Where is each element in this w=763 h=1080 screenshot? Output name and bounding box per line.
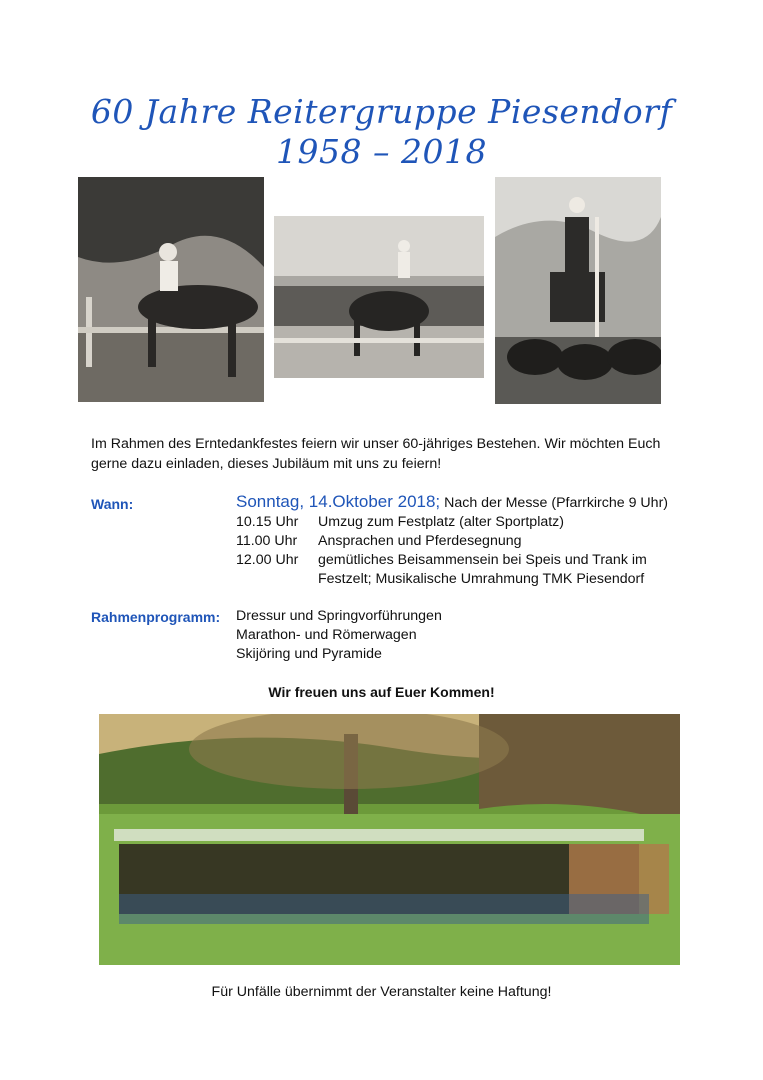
schedule-text-3-continued: Festzelt; Musikalische Umrahmung TMK Piesendorf bbox=[318, 571, 645, 587]
intro-text bbox=[91, 434, 681, 474]
historic-photo-standing-rider bbox=[274, 216, 484, 378]
group-photo bbox=[99, 714, 680, 965]
program-label: Rahmenprogramm: bbox=[91, 609, 221, 625]
page-title: 60 Jahre Reitergruppe Piesendorf bbox=[90, 92, 673, 131]
disclaimer: Für Unfälle übernimmt der Veranstalter keine Haftung! bbox=[211, 984, 552, 1000]
program-item-2: Marathon- und Römerwagen bbox=[236, 627, 417, 643]
event-date bbox=[236, 492, 668, 512]
historic-photo-pyramid bbox=[495, 177, 661, 404]
page-subtitle-years: 1958 – 2018 bbox=[276, 132, 487, 171]
when-label: Wann: bbox=[91, 496, 134, 512]
intro-line-1: Im Rahmen des Erntedankfestes feiern wir unser 60-jähriges Bestehen. Wir möchten Euch bbox=[91, 436, 661, 452]
closing-line: Wir freuen uns auf Euer Kommen! bbox=[268, 684, 495, 700]
schedule-time-3: 12.00 Uhr bbox=[236, 552, 299, 568]
schedule-time-2: 11.00 Uhr bbox=[236, 533, 298, 549]
event-date-note: Nach der Messe (Pfarrkirche 9 Uhr) bbox=[444, 495, 669, 511]
schedule-text-2: Ansprachen und Pferdesegnung bbox=[318, 533, 522, 549]
schedule-text-3: gemütliches Beisammensein bei Speis und Trank im bbox=[318, 552, 647, 568]
event-date-main: Sonntag, 14.Oktober 2018; bbox=[236, 492, 441, 511]
intro-line-2: gerne dazu einladen, dieses Jubiläum mit uns zu feiern! bbox=[91, 456, 442, 472]
program-item-1: Dressur und Springvorführungen bbox=[236, 608, 442, 624]
schedule-text-1: Umzug zum Festplatz (alter Sportplatz) bbox=[318, 514, 564, 530]
historic-photo-jump bbox=[78, 177, 264, 402]
schedule-time-1: 10.15 Uhr bbox=[236, 514, 299, 530]
program-item-3: Skijöring und Pyramide bbox=[236, 646, 382, 662]
